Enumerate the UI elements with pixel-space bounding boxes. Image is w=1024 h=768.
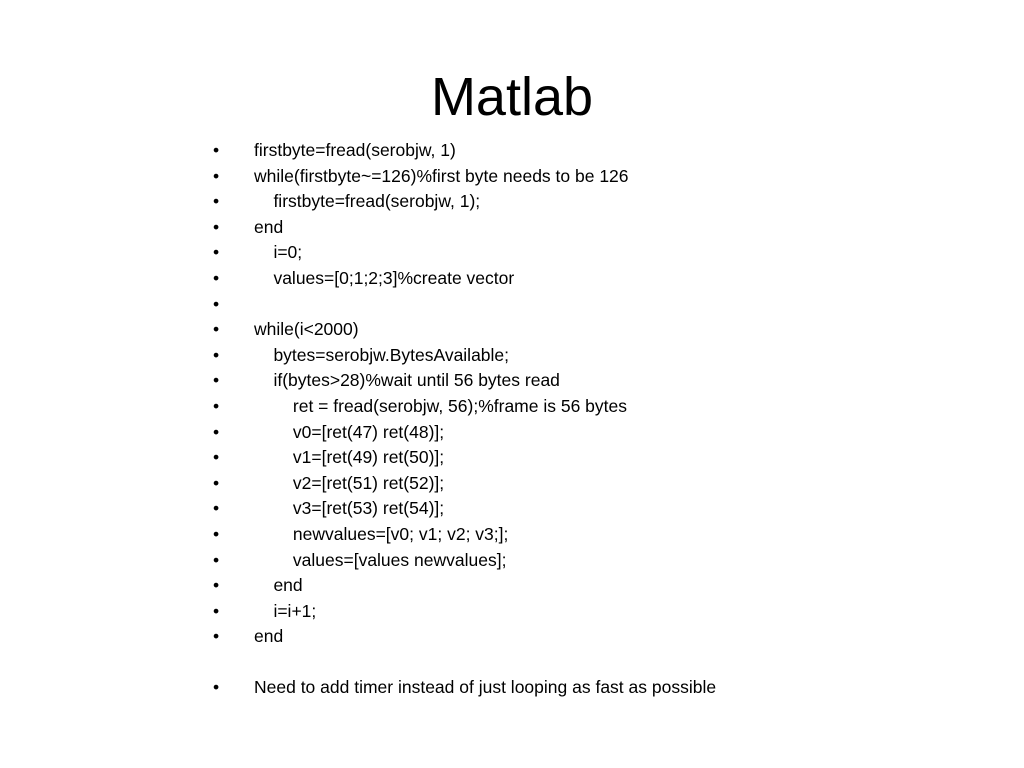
bullet-icon: • bbox=[213, 293, 220, 314]
code-line: i=0; bbox=[254, 242, 303, 263]
code-line: end bbox=[254, 575, 303, 596]
bullet-icon: • bbox=[213, 140, 220, 160]
note-line: Need to add timer instead of just looping as fast as possible bbox=[254, 677, 717, 698]
bullet-icon: • bbox=[213, 319, 220, 340]
code-line: firstbyte=fread(serobjw, 1) bbox=[254, 140, 456, 160]
bullet-icon: • bbox=[213, 600, 220, 621]
bullet-icon: • bbox=[213, 344, 220, 365]
bullet-icon: • bbox=[213, 498, 220, 519]
code-line: ret = fread(serobjw, 56);%frame is 56 bytes bbox=[254, 395, 628, 416]
list-item bbox=[213, 292, 993, 318]
code-line: bytes=serobjw.BytesAvailable; bbox=[254, 344, 510, 365]
list-item bbox=[213, 420, 993, 446]
code-line: v1=[ret(49) ret(50)]; bbox=[254, 447, 445, 468]
bullet-icon: • bbox=[213, 395, 220, 416]
bullet-icon: • bbox=[213, 447, 220, 468]
bullet-icon: • bbox=[213, 677, 220, 698]
bullet-icon: • bbox=[213, 421, 220, 442]
list-item bbox=[213, 240, 993, 266]
code-line: end bbox=[254, 626, 284, 647]
code-line: firstbyte=fread(serobjw, 1); bbox=[254, 191, 481, 212]
code-line: values=[values newvalues]; bbox=[254, 549, 507, 570]
list-item bbox=[213, 368, 993, 394]
bullet-icon: • bbox=[213, 472, 220, 493]
list-item bbox=[213, 471, 993, 497]
code-line: if(bytes>28)%wait until 56 bytes read bbox=[254, 370, 560, 391]
list-item bbox=[213, 522, 993, 548]
list-item bbox=[213, 343, 993, 369]
bullet-icon: • bbox=[213, 370, 220, 391]
code-line: while(firstbyte~=126)%first byte needs to be 126 bbox=[254, 165, 629, 186]
bullet-icon: • bbox=[213, 216, 220, 237]
code-line: v0=[ret(47) ret(48)]; bbox=[254, 421, 445, 442]
list-item bbox=[213, 675, 993, 701]
slide-title: Matlab bbox=[430, 67, 594, 127]
bullet-icon: • bbox=[213, 242, 220, 263]
bullet-icon: • bbox=[213, 267, 220, 288]
list-item bbox=[213, 215, 993, 241]
code-line: while(i<2000) bbox=[254, 319, 359, 340]
bullet-icon: • bbox=[213, 523, 220, 544]
code-line: newvalues=[v0; v1; v2; v3;]; bbox=[254, 523, 509, 544]
code-line: end bbox=[254, 216, 284, 237]
list-item bbox=[213, 599, 993, 625]
bullet-icon: • bbox=[213, 575, 220, 596]
list-item bbox=[213, 624, 993, 650]
list-item bbox=[213, 189, 993, 215]
list-item bbox=[213, 445, 993, 471]
code-line: values=[0;1;2;3]%create vector bbox=[254, 267, 515, 288]
bullet-icon: • bbox=[213, 191, 220, 212]
code-line: v3=[ret(53) ret(54)]; bbox=[254, 498, 445, 519]
list-item bbox=[213, 164, 993, 190]
list-item bbox=[213, 266, 993, 292]
list-item bbox=[213, 394, 993, 420]
list-item bbox=[213, 548, 993, 574]
list-item bbox=[213, 573, 993, 599]
code-line: v2=[ret(51) ret(52)]; bbox=[254, 472, 445, 493]
bullet-icon: • bbox=[213, 549, 220, 570]
bullet-icon: • bbox=[213, 165, 220, 186]
code-line: i=i+1; bbox=[254, 600, 317, 621]
bullet-icon: • bbox=[213, 626, 220, 647]
code-bullet-list bbox=[213, 138, 993, 701]
list-item bbox=[213, 317, 993, 343]
list-item bbox=[213, 496, 993, 522]
list-item bbox=[213, 138, 993, 164]
